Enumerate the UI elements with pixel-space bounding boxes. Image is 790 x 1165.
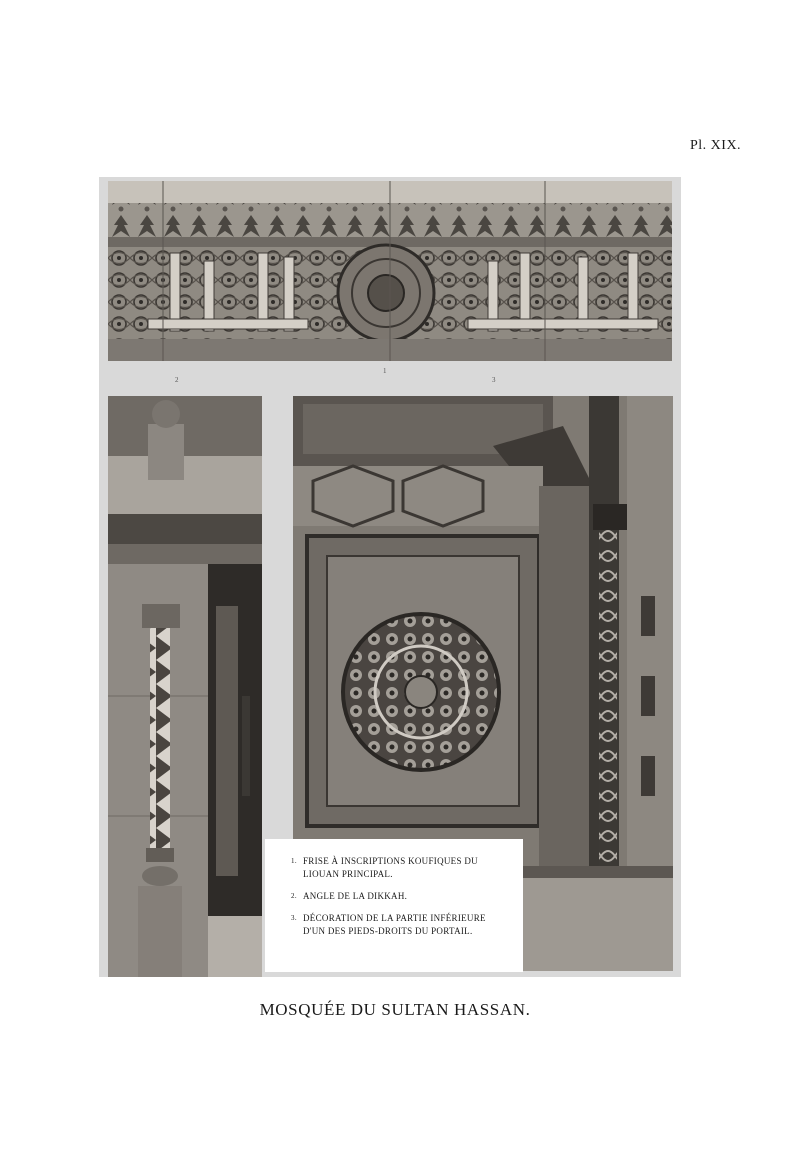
- legend-text: DÉCORATION DE LA PARTIE INFÉRIEURE D'UN DES PIEDS-DROITS DU PORTAIL.: [303, 913, 486, 936]
- figure-number-3: 3: [492, 376, 496, 384]
- figure-number-2: 2: [175, 376, 179, 384]
- photo-dikkah-angle: [108, 396, 262, 977]
- legend-number: 1.: [291, 857, 297, 865]
- photo-kufic-frieze: [108, 181, 672, 361]
- figure-legend: [265, 839, 523, 972]
- figure-number-1: 1: [383, 367, 387, 375]
- legend-item-2: [291, 890, 509, 903]
- legend-number: 3.: [291, 914, 297, 922]
- photo-plate: [99, 177, 681, 977]
- legend-text: FRISE À INSCRIPTIONS KOUFIQUES DU LIOUAN PRINCIPAL.: [303, 856, 478, 879]
- plate-caption: MOSQUÉE DU SULTAN HASSAN.: [259, 1000, 531, 1019]
- legend-item-1: [291, 855, 509, 881]
- legend-item-3: [291, 912, 509, 938]
- plate-number: Pl. XIX.: [690, 138, 742, 153]
- legend-number: 2.: [291, 892, 297, 900]
- legend-text: ANGLE DE LA DIKKAH.: [303, 891, 408, 901]
